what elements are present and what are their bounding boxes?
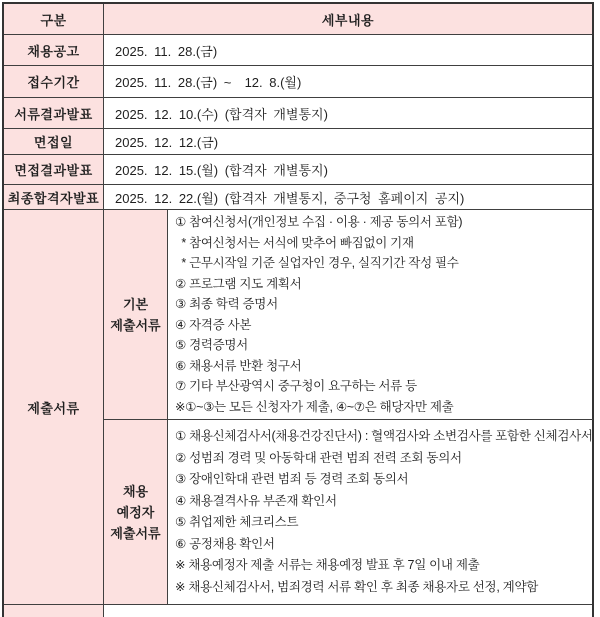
section-sublabel-basic [104,210,168,419]
section-content-basic [168,210,593,419]
row-label: 접수기간 [4,66,104,97]
row-value [104,605,592,617]
section-content-prospective [168,420,593,604]
row-value: 2025. 11. 28.(금) [115,43,218,59]
table-row-document-result [4,98,592,129]
table-row-final-result [4,185,592,210]
table-row-application-period [4,66,592,98]
table-row-interview-date [4,129,592,155]
row-label: 채용공고 [4,35,104,65]
sublabel-line: 제출서류 [110,317,161,333]
row-value: 2025. 11. 28.(금) ~ 12. 8.(월) [115,75,302,90]
table-row-partial [4,605,592,617]
row-value: 2025. 12. 15.(월) (합격자 개별통지) [115,163,328,178]
doc-line: * 근무시작일 기준 실업자인 경우, 실직기간 작성 필수 [175,256,459,270]
doc-line: * 참여신청서는 서식에 맞추어 빠짐없이 기재 [175,235,414,250]
doc-line: ※ 채용신체검사서, 범죄경력 서류 확인 후 최종 채용자로 선정, 계약함 [175,579,539,594]
documents-label: 제출서류 [4,210,104,604]
doc-line: ※ 채용예정자 제출 서류는 채용예정 발표 후 7일 이내 제출 [175,558,480,572]
doc-line: ④ 자격증 사본 [175,317,252,332]
doc-line: ④ 채용결격사유 부존재 확인서 [175,493,337,508]
documents-section-prospective [104,420,593,604]
header-category-cell: 구분 [4,4,104,34]
doc-line: ※①~③는 모든 신청자가 제출, ④~⑦은 해당자만 제출 [175,399,454,414]
row-label [4,605,104,617]
doc-line: ② 성범죄 경력 및 아동학대 관련 범죄 전력 조회 동의서 [175,450,462,465]
row-value: 2025. 12. 22.(월) (합격자 개별통지, 중구청 홈페이지 공지) [115,190,465,206]
row-label: 최종합격자발표 [4,185,104,209]
doc-line: ⑤ 취업제한 체크리스트 [175,515,299,529]
section-sublabel-prospective [104,420,168,604]
sublabel-line: 예정자 [116,504,155,520]
table-row-documents [4,210,592,605]
row-label: 서류결과발표 [4,98,104,128]
doc-line: ⑦ 기타 부산광역시 중구청이 요구하는 서류 등 [175,379,417,393]
doc-line: ② 프로그램 지도 계획서 [175,276,302,291]
recruitment-schedule-table [2,2,594,617]
doc-line: ⑤ 경력증명서 [175,338,248,352]
doc-line: ③ 최종 학력 증명서 [175,297,278,311]
sublabel-line: 채용 [122,483,149,499]
row-label: 면접일 [4,129,104,154]
row-value: 2025. 12. 12.(금) [115,135,219,150]
documents-section-basic [104,210,593,420]
header-details-cell: 세부내용 [104,4,592,34]
sublabel-line: 기본 [122,296,149,312]
table-row-interview-result [4,155,592,185]
row-value: 2025. 12. 10.(수) (합격자 개별통지) [115,106,328,122]
documents-sections [104,210,593,604]
doc-line: ① 채용신체검사서(채용건강진단서) : 혈액검사와 소변검사를 포함한 신체검사서 [175,429,593,443]
sublabel-line: 제출서류 [110,525,161,541]
doc-line: ⑥ 공정채용 확인서 [175,536,275,551]
doc-line: ① 참여신청서(개인정보 수집 · 이용 · 제공 동의서 포함) [175,215,463,229]
doc-line: ⑥ 채용서류 반환 청구서 [175,358,302,373]
table-row-job-posting [4,35,592,66]
table-header-row [4,4,592,35]
row-label: 면접결과발표 [4,155,104,184]
doc-line: ③ 장애인학대 관련 범죄 등 경력 조회 동의서 [175,472,409,486]
